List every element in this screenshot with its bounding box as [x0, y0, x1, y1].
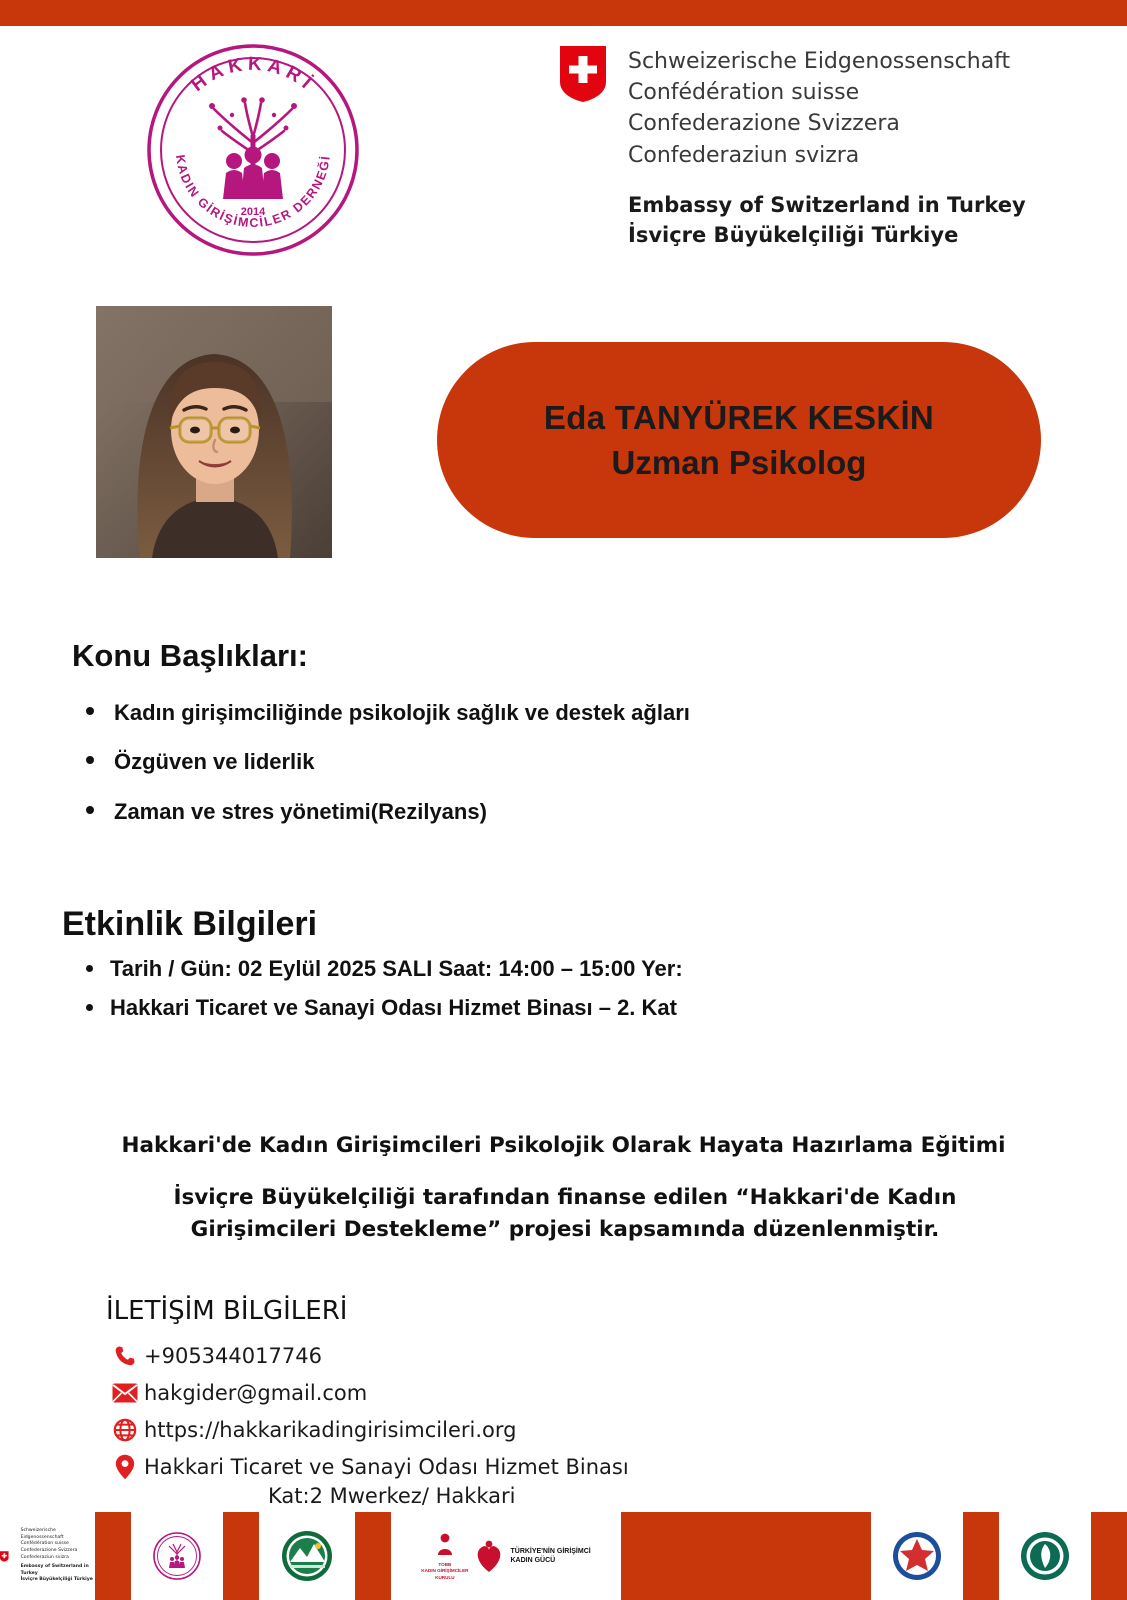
topic-item: [82, 799, 1042, 825]
footer-tobb-kadin-gucu-logo: [391, 1512, 621, 1600]
footer-turkiye-line2: KADIN GÜCÜ: [510, 1557, 556, 1564]
swiss-name-it: Confederazione Svizzera: [628, 111, 900, 137]
footer-gap-3: [355, 1512, 391, 1600]
footer-gap-6: [1091, 1512, 1127, 1600]
speaker-title: Uzman Psikolog: [611, 444, 867, 481]
footer-tobb-line1: TOBB: [438, 1562, 452, 1568]
contact-address-row: [106, 1449, 906, 1485]
hakkari-association-logo: [146, 43, 360, 257]
footer-swiss-it: Confederazione Svizzera: [20, 1547, 78, 1553]
topic-text: Özgüven ve liderlik: [114, 749, 315, 775]
footer-swiss-logo: [0, 1512, 95, 1600]
footer-chamber-logo: [871, 1512, 963, 1600]
contact-phone: +905344017746: [144, 1344, 322, 1368]
swiss-names: [628, 46, 1010, 171]
topic-item: [82, 749, 1042, 775]
footer-hakkari-logo: [131, 1512, 223, 1600]
bullet-icon: [86, 806, 94, 814]
footer-swiss-fr: Confédération suisse: [20, 1541, 69, 1547]
footer-tobb-line3: KURULU: [435, 1574, 455, 1580]
svg-text:KADIN GİRİŞİMCİLER DERNEĞİ: KADIN GİRİŞİMCİLER DERNEĞİ: [173, 153, 333, 231]
swiss-name-de: Schweizerische Eidgenossenschaft: [628, 49, 1011, 74]
swiss-name-rm: Confederaziun svizra: [628, 142, 860, 168]
contact-heading: İLETİŞİM BİLGİLERİ: [106, 1296, 348, 1326]
envelope-icon: [106, 1383, 144, 1403]
footer-swiss-rm: Confederaziun svizra: [20, 1554, 69, 1560]
bullet-icon: [86, 756, 94, 764]
footer-turkiye-line1: TÜRKİYE'NİN GİRİŞİMCİ: [510, 1547, 591, 1555]
topics-list: [82, 700, 1042, 848]
topic-text: Kadın girişimciliğinde psikolojik sağlık ve destek ağları: [114, 700, 690, 725]
swiss-cross-icon: [560, 46, 606, 102]
footer-tobb-line2: KADIN GİRİŞİMCİLER: [421, 1568, 469, 1574]
footer-embassy-en: Embassy of Switzerland in Turkey: [20, 1564, 89, 1576]
swiss-confederation-block: [560, 46, 1080, 251]
bullet-icon: [86, 707, 94, 715]
contact-phone-row[interactable]: [106, 1338, 906, 1374]
footer-gap-5: [963, 1512, 999, 1600]
contact-email: hakgider@gmail.com: [144, 1381, 368, 1405]
event-info-list: [80, 955, 1080, 1032]
footer-logo-strip: [0, 1512, 1127, 1600]
footer-municipality-logo: [999, 1512, 1091, 1600]
phone-icon: [106, 1344, 144, 1368]
footer-gap-2: [223, 1512, 259, 1600]
footer-embassy-tr: İsviçre Büyükelçiliği Türkiye: [20, 1577, 93, 1583]
embassy-name-tr: İsviçre Büyükelçiliği Türkiye: [628, 222, 959, 247]
footer-swiss-de: Schweizerische Eidgenossenschaft: [20, 1527, 64, 1540]
contact-list: [106, 1338, 906, 1486]
project-title: Hakkari'de Kadın Girişimcileri Psikolojik Olarak Hayata Hazırlama Eğitimi: [121, 1133, 1006, 1158]
topic-item: [82, 700, 1042, 726]
swiss-name-fr: Confédération suisse: [628, 80, 860, 106]
globe-icon: [106, 1418, 144, 1442]
header: [0, 26, 1127, 288]
project-description: İsviçre Büyükelçiliği tarafından finanse edilen “Hakkari'de Kadın Girişimcileri Destekleme” projesi kapsamında düzenlenmiştir.: [173, 1185, 957, 1243]
top-accent-bar: [0, 0, 1127, 26]
contact-website: https://hakkarikadingirisimcileri.org: [144, 1418, 517, 1442]
event-text: Hakkari Ticaret ve Sanayi Odası Hizmet Binası – 2. Kat: [110, 994, 677, 1020]
footer-hakkari-university-logo: [259, 1512, 355, 1600]
speaker-photo: [96, 306, 332, 558]
speaker-name-badge: [437, 342, 1041, 538]
embassy-name-en: Embassy of Switzerland in Turkey: [628, 192, 1026, 217]
svg-text:HAKKARİ: HAKKARİ: [187, 53, 320, 97]
footer-gap-4: [621, 1512, 871, 1600]
topic-text: Zaman ve stres yönetimi(Rezilyans): [114, 798, 487, 824]
contact-email-row[interactable]: [106, 1375, 906, 1411]
event-info-heading: Etkinlik Bilgileri: [62, 905, 318, 943]
embassy-names: [628, 191, 1080, 251]
topics-heading: Konu Başlıkları:: [72, 638, 308, 673]
event-item: [80, 955, 1080, 984]
bullet-icon: [86, 1004, 93, 1011]
contact-address-line1: Hakkari Ticaret ve Sanayi Odası Hizmet Binası: [144, 1455, 629, 1479]
contact-website-row[interactable]: [106, 1412, 906, 1448]
speaker-name: Eda TANYÜREK KESKİN: [543, 398, 935, 436]
svg-text:2014: 2014: [240, 206, 266, 218]
event-item: [80, 994, 1080, 1023]
location-pin-icon: [106, 1454, 144, 1480]
footer-gap-1: [95, 1512, 131, 1600]
bullet-icon: [86, 965, 93, 972]
event-text: Tarih / Gün: 02 Eylül 2025 SALI Saat: 14:00 – 15:00 Yer:: [110, 956, 683, 981]
contact-address-line2: Kat:2 Mwerkez/ Hakkari: [268, 1484, 516, 1508]
